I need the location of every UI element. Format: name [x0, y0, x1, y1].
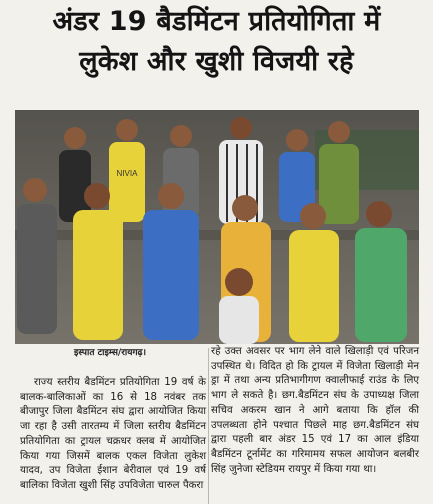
photo-caption: इस्पात टाइम्स/रायगढ़।	[74, 348, 146, 358]
column-divider	[208, 348, 209, 504]
article-column-left: राज्य स्तरीय बैडमिंटन प्रतियोगिता 19 वर्ष के बालक-बालिकाओं का 16 से 18 नवंबर तक बीजापुर जिला बैडमिंटन संघ द्वारा आयोजित किया जा रहा है उसी तारतम्य में जिला स्तरीय बैडमिंटन प्रतियोगिता का ट्रायल चक्रधर क्लब में आयोजित किया गया जिसमें बालक एकल विजेता लुकेश यादव, उप विजेता ईशान बेरीवाल एवं 19 वर्ष बालिका विजेता खुशी सिंह उपविजेता चारुल पैकरा	[20, 377, 206, 491]
article-column-right: रहे उक्त अवसर पर भाग लेने वाले खिलाड़ी एवं परिजन उपस्थित थे। विदित हो कि ट्रायल में विजेता खिलाड़ी मेन ड्रा में तथा अन्य प्रतिभागीगण क्वालीफाई राउंड के लिए भाग ले सकते है। छग.बैडमिंटन संघ के उपाध्यक्ष जिला सचिव अकरम खान ने आगे बताया कि हॉल की उपलब्धता होने पश्चात पिछले माह छग.बैडमिंटन संघ द्वारा पहली बार अंडर 15 एवं 17 का आल इंडिया बैडमिंटन टूर्नामेंट का गरिमामय सफल आयोजन बलबीर सिंह जुनेजा स्टेडियम रायपुर में किया गया था।	[211, 346, 419, 475]
headline	[6, 2, 427, 82]
jersey-label: NIVIA	[116, 169, 138, 178]
team-photo-illustration	[15, 110, 419, 344]
headline-line-2: लुकेश और खुशी विजयी रहे	[79, 46, 354, 77]
team-photo	[15, 110, 419, 344]
headline-line-1: अंडर 19 बैडमिंटन प्रतियोगिता में	[52, 6, 381, 37]
